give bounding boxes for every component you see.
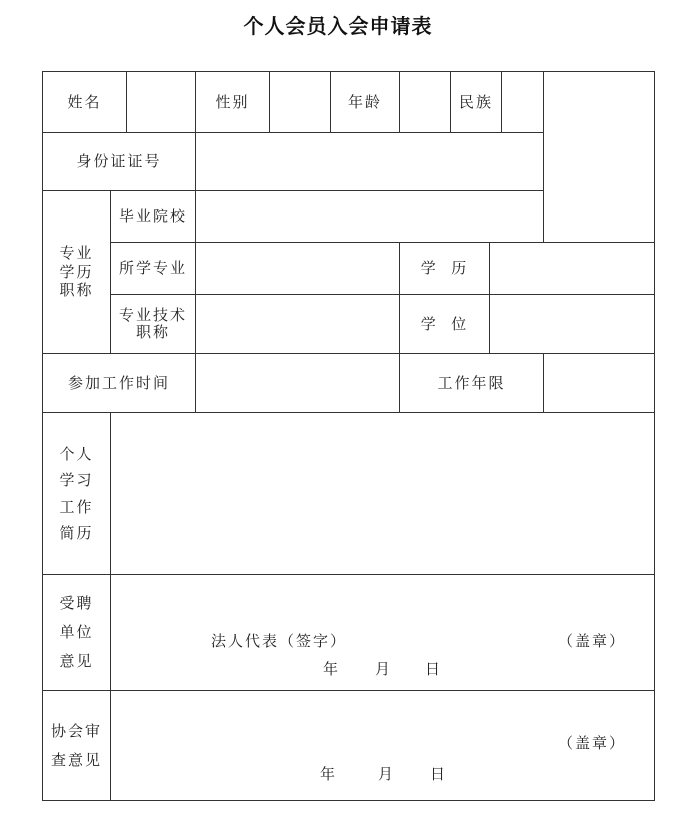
employer-opinion-label-cell [42,574,111,691]
resume-field[interactable] [110,412,655,575]
work-years-field[interactable] [543,353,655,413]
major-field[interactable] [195,242,400,295]
work-years-label-cell [399,353,544,413]
work-start-label-cell [42,353,196,413]
page-title: 个人会员入会申请表 [243,14,433,38]
id-number-label-cell [42,132,196,191]
resume-label-cell [42,412,111,575]
education-group-label: 专业学历职称 [59,243,94,300]
name-label: 姓名 [67,92,102,111]
age-label-cell [330,71,400,133]
education-group-label-cell [42,190,111,354]
name-field[interactable] [126,71,196,133]
ethnicity-label-cell [450,71,502,133]
association-review-label-cell [42,690,111,801]
technical-title-label: 专业技术职称 [119,305,188,341]
association-date-year: 年 [320,765,336,783]
age-field[interactable] [399,71,451,133]
id-number-field[interactable] [195,132,544,191]
graduated-school-label: 毕业院校 [118,207,187,226]
ethnicity-label: 民族 [458,92,493,111]
technical-title-field[interactable] [195,294,400,354]
degree-level-label: 学 历 [420,259,469,278]
gender-label-cell [195,71,270,133]
work-start-label: 参加工作时间 [67,373,170,392]
id-number-label: 身份证证号 [76,152,162,171]
employer-date-month: 月 [375,660,391,678]
photo-area[interactable] [543,71,655,243]
degree-label-cell [399,294,490,354]
graduated-school-label-cell [110,190,196,243]
association-date-month: 月 [378,765,394,783]
ethnicity-field[interactable] [501,71,544,133]
work-start-field[interactable] [195,353,400,413]
employer-date-year: 年 [323,660,339,678]
degree-level-field[interactable] [489,242,655,295]
employer-seal-label: （盖章） [558,632,627,650]
association-review-label: 协会审查意见 [50,722,102,769]
employer-date-day: 日 [425,660,441,678]
work-years-label: 工作年限 [437,373,506,392]
gender-field[interactable] [269,71,331,133]
association-date-day: 日 [430,765,446,783]
major-label-cell [110,242,196,295]
degree-label: 学 位 [420,314,469,333]
association-seal-label: （盖章） [558,734,627,752]
legal-representative-signature-label: 法人代表（签字） [211,632,348,650]
degree-field[interactable] [489,294,655,354]
gender-label: 性别 [215,92,250,111]
name-label-cell [42,71,127,133]
age-label: 年龄 [347,92,382,111]
technical-title-label-cell [110,294,196,354]
degree-level-label-cell [399,242,490,295]
graduated-school-field[interactable] [195,190,544,243]
major-label: 所学专业 [118,259,187,278]
resume-label: 个人学习工作简历 [59,445,94,542]
employer-opinion-label: 受聘单位意见 [59,593,94,671]
